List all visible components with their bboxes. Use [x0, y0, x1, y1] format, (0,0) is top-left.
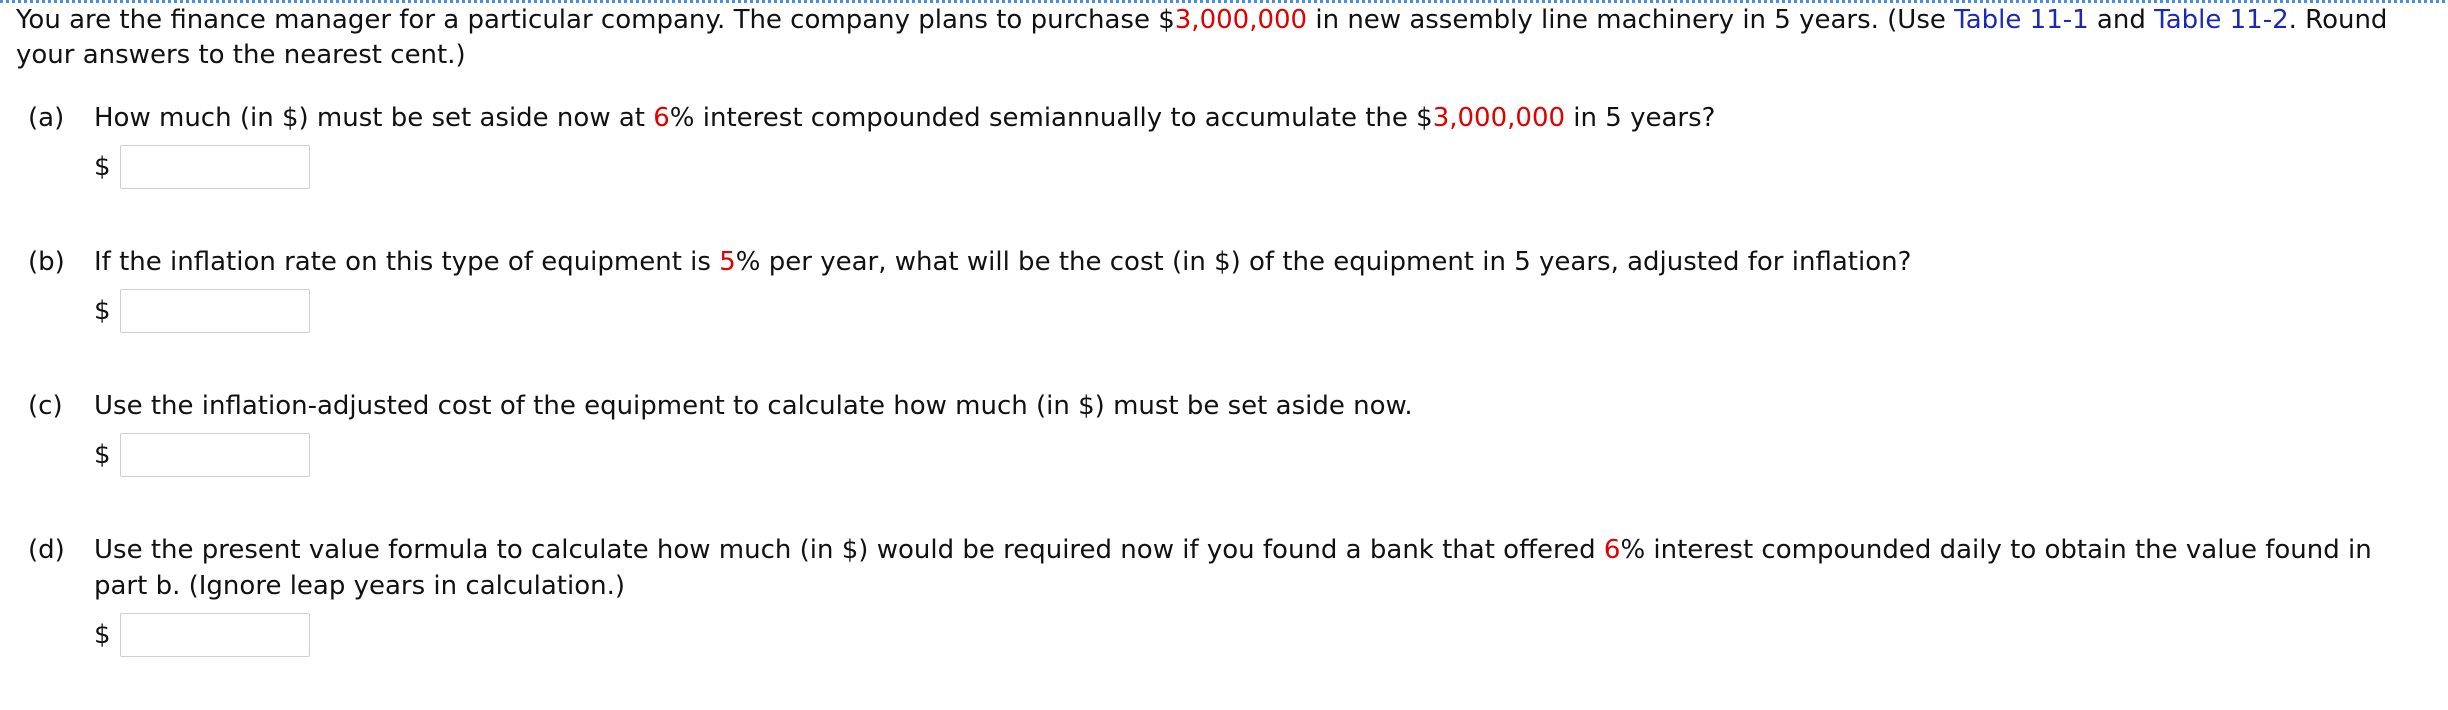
answer-row	[94, 432, 2428, 478]
answer-input-d[interactable]	[120, 613, 310, 657]
intro-text: You are the finance manager for a particular company. The company plans to purchase $	[16, 5, 1175, 35]
answer-row	[94, 288, 2428, 334]
question-part-d	[28, 532, 2428, 658]
question-part-b	[28, 244, 2428, 334]
question-text: Use the inflation-adjusted cost of the equipment to calculate how much (in $) must be set aside now.	[94, 391, 1413, 421]
answer-input-b[interactable]	[120, 289, 310, 333]
question-text: Use the present value formula to calculate how much (in $) would be required now if you found a bank that offered 6% interest compounded daily to obtain the value found in part b. (Ignore leap years in calculation.)	[94, 535, 2372, 601]
answer-input-c[interactable]	[120, 433, 310, 477]
table-11-1-link[interactable]: Table 11-1	[1954, 5, 2089, 35]
problem-statement	[16, 3, 2436, 73]
dollar-sign: $	[94, 152, 111, 182]
question-part-a	[28, 100, 2428, 190]
dollar-sign: $	[94, 440, 111, 470]
answer-input-a[interactable]	[120, 145, 310, 189]
inflation-rate: 5	[719, 247, 736, 277]
answer-row	[94, 612, 2428, 658]
intro-text: . Round your answers to the nearest cent.)	[16, 5, 2388, 70]
question-part-c	[28, 388, 2428, 478]
part-label: (a)	[28, 103, 65, 133]
answer-row	[94, 144, 2428, 190]
question-text: How much (in $) must be set aside now at 6% interest compounded semiannually to accumulate the $3,000,000 in 5 years?	[94, 103, 1716, 133]
intro-text: and	[2088, 5, 2155, 35]
part-label: (d)	[28, 535, 65, 565]
part-label: (c)	[28, 391, 63, 421]
interest-rate: 6	[653, 103, 670, 133]
dollar-sign: $	[94, 620, 111, 650]
part-label: (b)	[28, 247, 65, 277]
intro-text: in new assembly line machinery in 5 years. (Use	[1307, 5, 1955, 35]
table-11-2-link[interactable]: Table 11-2	[2154, 5, 2289, 35]
target-amount: 3,000,000	[1432, 103, 1566, 133]
purchase-amount: 3,000,000	[1174, 5, 1308, 35]
interest-rate: 6	[1603, 535, 1621, 565]
dollar-sign: $	[94, 296, 111, 326]
question-text: If the inflation rate on this type of equipment is 5% per year, what will be the cost (in $) of the equipment in 5 years, adjusted for inflation?	[94, 247, 1912, 277]
